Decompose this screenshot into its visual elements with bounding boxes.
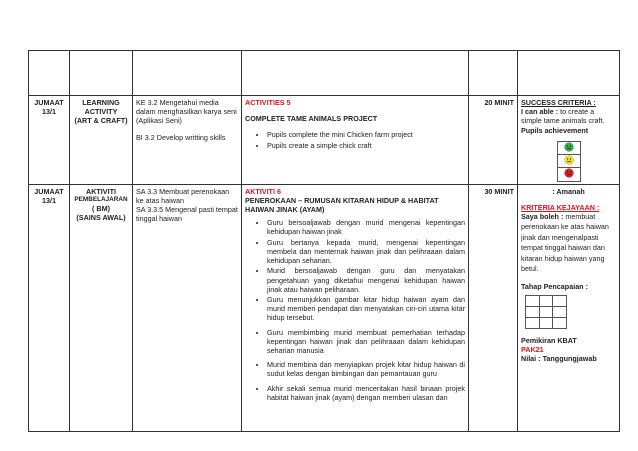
- skill-text: KE 3.2 Mengetahui media dalam menghasilkan karya seni (Aplikasi Seni): [136, 98, 237, 126]
- table-row: [29, 96, 620, 185]
- activity-cell: [242, 184, 469, 431]
- activity-item: • Murid membina dan menyiapkan projek kitar hidup haiwan di sudut kelas dengan bimbingan dan pemantauan guru: [267, 360, 465, 378]
- subject-line: ACTIVITY: [84, 107, 118, 117]
- criteria-cell: [518, 184, 620, 431]
- time-cell: 30 MINIT: [469, 184, 518, 431]
- criteria-text: membuat perenokaan ke atas haiwan jinak dan mengenalpasti tempat tinggal haiwan dan kitaran hidup haiwan yang betul.: [521, 211, 609, 274]
- value-line: : Amanah: [552, 186, 585, 196]
- subject-line: (ART & CRAFT): [74, 116, 128, 126]
- subject-line: (SAINS AWAL): [76, 213, 126, 223]
- criteria-title: SUCCESS CRITERIA :: [521, 98, 596, 107]
- activity-item: • Akhir sekali semua murid menceritakan hasil binaan projek habitat haiwan jinak (ayam) dengan memberi ulasan dan: [267, 384, 465, 402]
- subject-line: ( BM): [92, 203, 110, 213]
- green-smiley-icon: [558, 141, 581, 154]
- skill-text: SA 3.3 Membuat perenokaan ke atas haiwan: [136, 186, 230, 205]
- yellow-smiley-icon: [558, 155, 581, 168]
- date-label: 13/1: [42, 107, 56, 117]
- subject-line: PEMBELAJARAN: [74, 195, 128, 203]
- activity-item: • Pupils create a simple chick craft: [267, 141, 465, 150]
- subject-line: LEARNING: [82, 98, 120, 107]
- activity-item: • Guru membimbing murid membuat pemerhatian terhadap kepentingan haiwan jinak dan pelihraaan dalam kehidupan seharian manusia: [267, 328, 465, 356]
- activity-item: • Pupils complete the mini Chicken farm project: [267, 130, 465, 139]
- table-row: [29, 184, 620, 431]
- activity-item: • Guru bersoaljawab dengan murid mengenai kepentingan kehidupan haiwan jinak: [267, 218, 465, 236]
- criteria-footer: Pupils achievement: [521, 125, 589, 135]
- subject-cell: [70, 184, 133, 431]
- criteria-text: to create a simple tame animals craft.: [521, 107, 605, 126]
- activity-heading: PENEROKAAN – RUMUSAN KITARAN HIDUP & HABITAT HAIWAN JINAK (AYAM): [245, 195, 439, 214]
- achievement-label: Tahap Pencapaian :: [521, 281, 588, 291]
- empty-header-row: [29, 51, 620, 96]
- subject-cell: [70, 96, 133, 185]
- skills-cell: [133, 96, 242, 185]
- skill-text: BI 3.2 Develop writting skills: [136, 132, 226, 142]
- criteria-lead: Saya boleh :: [521, 211, 564, 221]
- pak-label: PAK21: [521, 345, 544, 355]
- criteria-lead: I can able :: [521, 107, 559, 117]
- skills-cell: [133, 184, 242, 431]
- red-smiley-icon: [558, 168, 581, 181]
- activity-cell: [242, 96, 469, 185]
- activity-item: • Murid bersoaljawab dengan guru dan menyatakan pengetahuan yang diketahui mengenai kehidupan haiwan jinak atau haiwan peliharaan.: [267, 266, 465, 294]
- lesson-plan-table: [28, 50, 620, 432]
- day-label: JUMAAT: [34, 98, 64, 107]
- achievement-faces: [557, 141, 581, 182]
- criteria-title: KRITERIA KEJAYAAN :: [521, 202, 600, 212]
- day-label: JUMAAT: [34, 186, 64, 196]
- achievement-grid: [525, 295, 567, 329]
- subject-line: AKTIVITI: [86, 186, 116, 196]
- skill-text: SA 3.3.5 Mengenal pasti tempat tinggal haiwan: [136, 204, 238, 224]
- time-cell: 20 MINIT: [469, 96, 518, 185]
- day-cell: [29, 96, 70, 185]
- activity-title: ACTIVITIES 5: [245, 98, 291, 107]
- activity-item: • Guru menunjukkan gambar kitar hidup haiwan ayam dan murid memberi pendapat dan menyatakan ciri-ciri utama kitar hidup tersebut.: [267, 295, 465, 323]
- activity-item: • Guru bertanya kepada murid, mengenai kepentingan membela dan menternak haiwan jinak dan pelihraaan dalam kehidupan seharian.: [267, 238, 465, 266]
- criteria-cell: [518, 96, 620, 185]
- kbat-label: Pemikiran KBAT: [521, 335, 577, 345]
- day-cell: [29, 184, 70, 431]
- activity-heading: COMPLETE TAME ANIMALS PROJECT: [245, 114, 378, 124]
- date-label: 13/1: [42, 195, 56, 205]
- nilai-label: Nilai : Tanggungjawab: [521, 354, 597, 364]
- activity-title: AKTIVITI 6: [245, 186, 281, 196]
